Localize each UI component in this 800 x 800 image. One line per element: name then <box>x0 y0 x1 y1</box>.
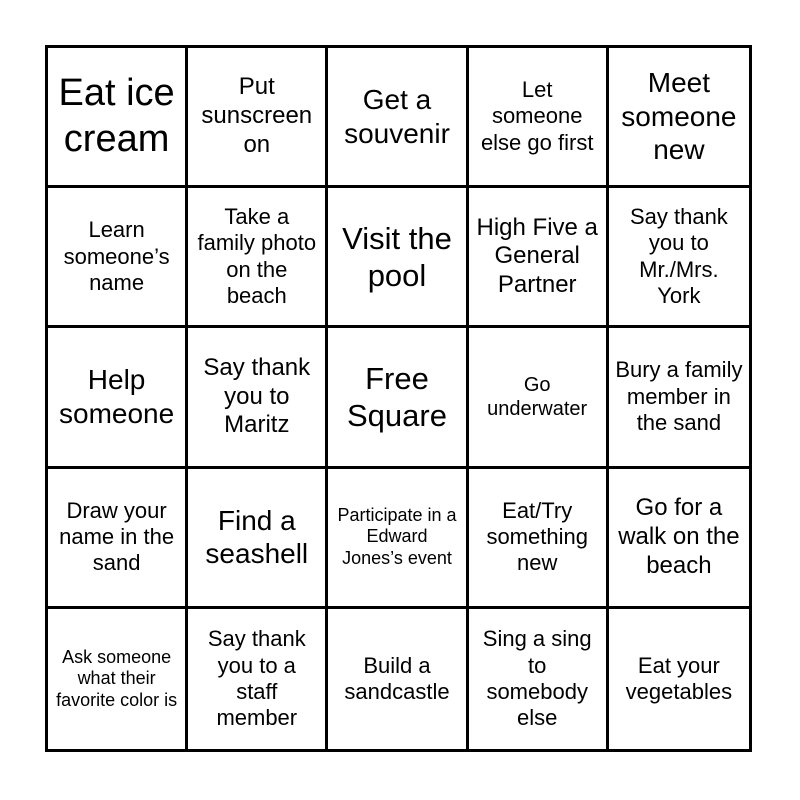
bingo-cell-text: Eat your vegetables <box>625 652 733 704</box>
bingo-cell[interactable] <box>609 48 749 188</box>
bingo-cell-text: Visit the pool <box>342 220 452 293</box>
bingo-cell[interactable] <box>469 328 609 468</box>
bingo-cell-text: Build a sandcastle <box>344 652 450 704</box>
bingo-cell-text: Go for a walk on the beach <box>618 494 740 579</box>
bingo-cell[interactable] <box>328 609 468 749</box>
bingo-board <box>45 45 752 752</box>
bingo-cell[interactable] <box>469 188 609 328</box>
bingo-cell-text: Put sunscreen on <box>201 73 313 158</box>
bingo-cell-text: High Five a General Partner <box>476 213 598 299</box>
bingo-cell[interactable] <box>609 609 749 749</box>
bingo-cell[interactable] <box>188 609 328 749</box>
bingo-cell-text: Learn someone’s name <box>63 217 170 295</box>
bingo-cell[interactable] <box>188 48 328 188</box>
bingo-cell-text: Go underwater <box>487 373 588 420</box>
bingo-cell[interactable] <box>188 188 328 328</box>
bingo-cell-text: Eat/Try something new <box>486 497 588 576</box>
bingo-cell-text: Let someone else go first <box>480 77 594 155</box>
bingo-cell-text: Meet someone new <box>621 67 737 166</box>
bingo-cell-text: Ask someone what their favorite color is <box>56 646 178 710</box>
bingo-cell[interactable] <box>48 48 188 188</box>
bingo-cell[interactable] <box>188 469 328 609</box>
bingo-cell-text: Participate in a Edward Jones’s event <box>337 504 457 568</box>
bingo-cell[interactable] <box>48 188 188 328</box>
bingo-cell-text: Find a seashell <box>205 504 309 570</box>
bingo-cell-text: Take a family photo on the beach <box>197 204 317 309</box>
bingo-cell[interactable] <box>469 609 609 749</box>
bingo-cell-text: Say thank you to Mr./Mrs. York <box>629 204 728 309</box>
bingo-cell-text: Say thank you to a staff member <box>207 626 306 731</box>
bingo-cell-text: Eat ice cream <box>58 72 175 160</box>
bingo-cell[interactable] <box>328 469 468 609</box>
free-square-cell[interactable] <box>328 328 468 468</box>
bingo-cell[interactable] <box>328 188 468 328</box>
bingo-cell[interactable] <box>48 469 188 609</box>
bingo-cell[interactable] <box>48 328 188 468</box>
bingo-cell[interactable] <box>328 48 468 188</box>
bingo-cell-text: Sing a sing to somebody else <box>482 626 592 731</box>
bingo-cell[interactable] <box>469 469 609 609</box>
bingo-cell[interactable] <box>609 188 749 328</box>
bingo-cell[interactable] <box>188 328 328 468</box>
bingo-cell-text: Bury a family member in the sand <box>615 357 743 436</box>
bingo-cell-text: Free Square <box>347 360 447 433</box>
bingo-cell-text: Get a souvenir <box>344 84 450 149</box>
bingo-cell[interactable] <box>469 48 609 188</box>
bingo-cell-text: Help someone <box>59 364 175 429</box>
bingo-cell[interactable] <box>609 328 749 468</box>
bingo-cell-text: Draw your name in the sand <box>59 497 175 576</box>
bingo-cell[interactable] <box>48 609 188 749</box>
bingo-cell[interactable] <box>609 469 749 609</box>
bingo-cell-text: Say thank you to Maritz <box>203 353 311 439</box>
